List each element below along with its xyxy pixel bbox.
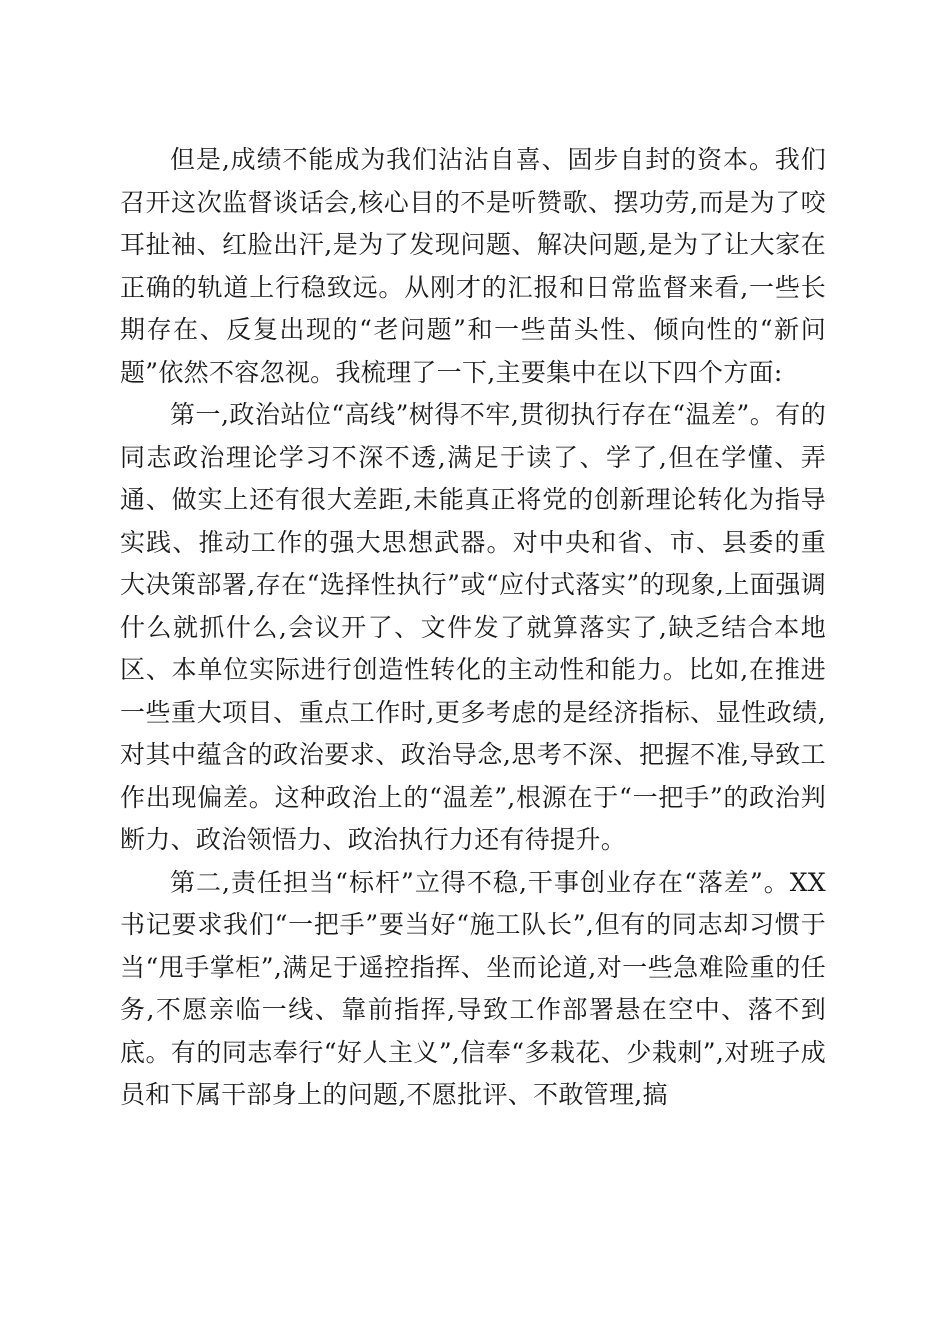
paragraph-point-one: 第一,政治站位“高线”树得不牢,贯彻执行存在“温差”。有的同志政治理论学习不深不透,满足于读了、学了,但在学懂、弄通、做实上还有很大差距,未能真正将党的创新理论转化为指导实践、推动工作的强大思想武器。对中央和省、市、县委的重大决策部署,存在“选择性执行”或“应付式落实”的现象,上面强调什么就抓什么,会议开了、文件发了就算落实了,缺乏结合本地区、本单位实际进行创造性转化的主动性和能力。比如,在推进一些重大项目、重点工作时,更多考虑的是经济指标、显性政绩,对其中蕴含的政治要求、政治导念,思考不深、把握不准,导致工作出现偏差。这种政治上的“温差”,根源在于“一把手”的政治判断力、政治领悟力、政治执行力还有待提升。 [120, 400, 826, 854]
paragraph-intro: 但是,成绩不能成为我们沾沾自喜、固步自封的资本。我们召开这次监督谈话会,核心目的不是听赞歌、摆功劳,而是为了咬耳扯袖、红脸出汗,是为了发现问题、解决问题,是为了让大家在正确的轨道上行稳致远。从刚才的汇报和日常监督来看,一些长期存在、反复出现的“老问题”和一些苗头性、倾向性的“新问题”依然不容忽视。我梳理了一下,主要集中在以下四个方面: [120, 145, 826, 387]
paragraph-point-two: 第二,责任担当“标杆”立得不稳,干事创业存在“落差”。XX书记要求我们“一把手”要当好“施工队长”,但有的同志却习惯于当“甩手掌柜”,满足于遥控指挥、坐而论道,对一些急难险重的任务,不愿亲临一线、靠前指挥,导致工作部署悬在空中、落不到底。有的同志奉行“好人主义”,信奉“多栽花、少栽刺”,对班子成员和下属干部身上的问题,不愿批评、不敢管理,搞 [120, 867, 826, 1109]
document-body [120, 139, 826, 1117]
